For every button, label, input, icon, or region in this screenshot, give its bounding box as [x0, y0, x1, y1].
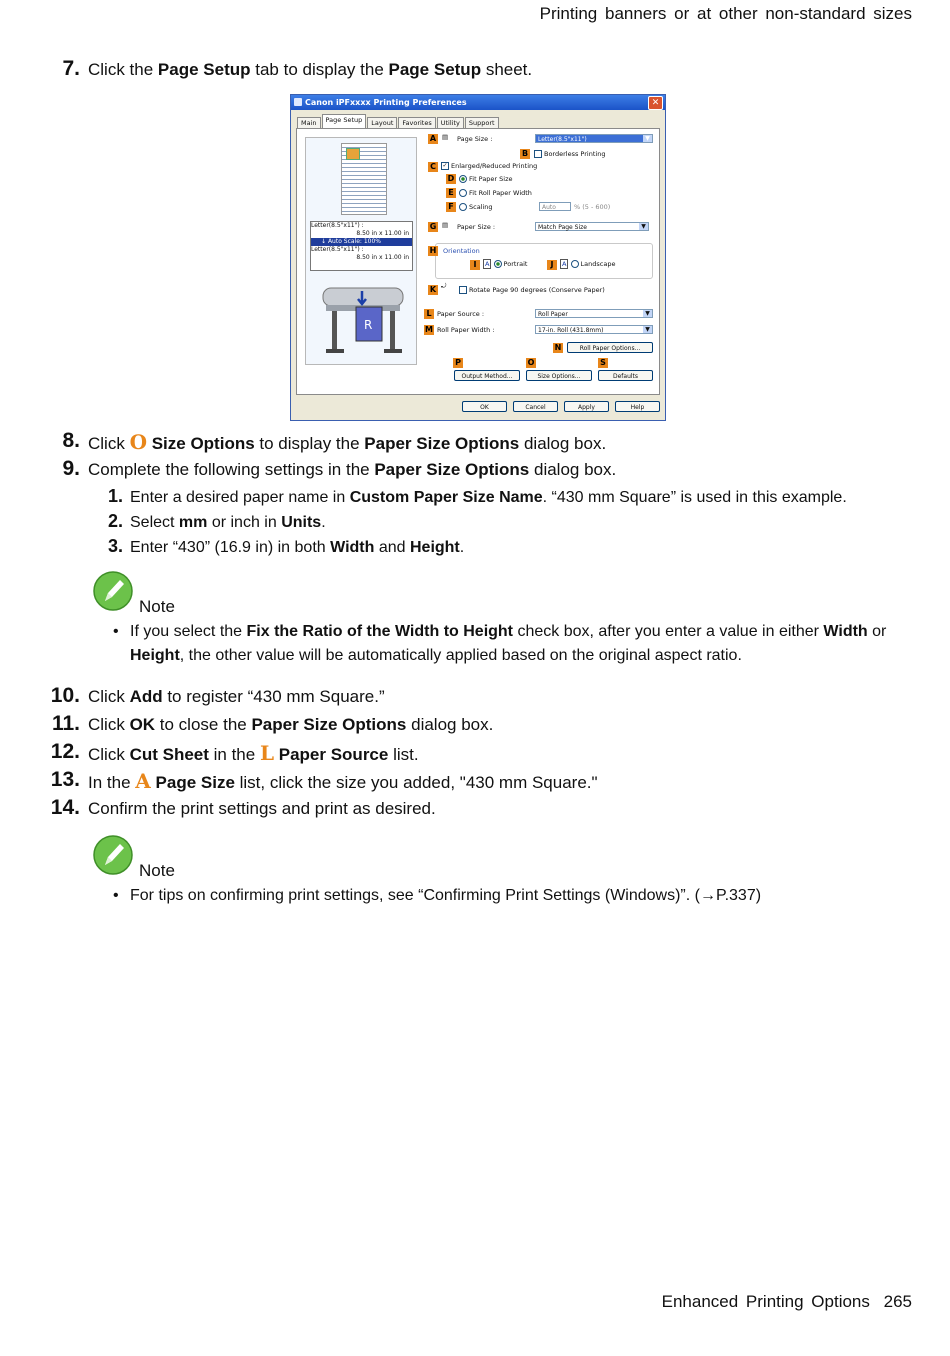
page-size-select[interactable]: Letter(8.5"x11") ▼	[535, 134, 653, 143]
note-2-text: • For tips on confirming print settings, see “Confirming Print Settings (Windows)”. (→P.337)	[113, 887, 762, 904]
roll-width-label: Roll Paper Width :	[437, 326, 495, 334]
label-F: F	[446, 202, 456, 212]
note-label: Note	[139, 861, 175, 880]
page-size-label: Page Size :	[457, 135, 493, 143]
label-L: L	[424, 309, 434, 319]
borderless-checkbox[interactable]: Borderless Printing	[534, 150, 605, 158]
tab-favorites[interactable]: Favorites	[398, 117, 435, 128]
dialog-title-bar	[291, 95, 665, 110]
image-icon	[346, 148, 360, 160]
rotate-checkbox[interactable]: Rotate Page 90 degrees (Conserve Paper)	[459, 286, 605, 294]
dialog-tabs	[297, 117, 500, 128]
printer-illustration	[318, 283, 408, 358]
tab-utility[interactable]: Utility	[437, 117, 464, 128]
label-M: M	[425, 325, 433, 334]
paper-source-select[interactable]: Roll Paper ▼	[535, 309, 653, 318]
paper-source-label: Paper Source :	[437, 310, 485, 318]
page-setup-pane	[296, 128, 660, 395]
step-number: 8.	[62, 429, 80, 452]
orientation-label: Orientation	[443, 247, 480, 255]
fit-paper-radio[interactable]: Fit Paper Size	[459, 175, 513, 183]
scaling-range: % (5 - 600)	[574, 203, 611, 211]
tab-support[interactable]: Support	[465, 117, 499, 128]
label-H: H	[429, 246, 437, 255]
chevron-down-icon: ▼	[643, 135, 652, 142]
roll-width-select[interactable]: 17-in. Roll (431.8mm) ▼	[535, 325, 653, 334]
close-icon[interactable]: ✕	[648, 96, 663, 110]
step-number: 9.	[62, 457, 80, 480]
label-S: S	[598, 358, 608, 368]
substep-1: 1. Enter a desired paper name in Custom Paper Size Name. “430 mm Square” is used in this example.	[108, 486, 847, 506]
size-options-button[interactable]: Size Options...	[526, 370, 592, 381]
label-N: N	[554, 343, 562, 352]
help-button[interactable]: Help	[615, 401, 660, 412]
substep-3: 3. Enter “430” (16.9 in) in both Width and Height.	[108, 536, 465, 556]
label-C: C	[428, 162, 438, 172]
printing-preferences-dialog	[290, 94, 666, 421]
label-A: A	[429, 134, 437, 143]
footer-title: Enhanced Printing Options	[661, 1292, 870, 1311]
page-number: 265	[883, 1292, 912, 1311]
svg-text:R: R	[364, 318, 373, 332]
running-footer	[662, 1292, 912, 1312]
paper-size-label: Paper Size :	[457, 223, 496, 231]
tab-page-setup[interactable]: Page Setup	[322, 114, 367, 128]
preview-panel	[305, 137, 417, 365]
label-B: B	[521, 149, 529, 158]
paper-size-select[interactable]: Match Page Size ▼	[535, 222, 649, 231]
roll-paper-options-button[interactable]: Roll Paper Options...	[567, 342, 653, 353]
tab-layout[interactable]: Layout	[367, 117, 397, 128]
chevron-down-icon: ▼	[643, 326, 652, 333]
fit-roll-radio[interactable]: Fit Roll Paper Width	[459, 189, 532, 197]
chevron-down-icon: ▼	[643, 310, 652, 317]
letter-A-marker: A	[135, 769, 151, 793]
dialog-title: Canon iPFxxxx Printing Preferences	[305, 98, 467, 107]
label-I: I	[470, 260, 480, 270]
label-K: K	[429, 285, 437, 294]
portrait-radio[interactable]: A Portrait	[485, 260, 528, 268]
note-label: Note	[139, 597, 175, 616]
note-pencil-icon	[93, 571, 133, 611]
letter-L-marker: L	[259, 741, 275, 765]
tab-main[interactable]: Main	[297, 117, 321, 128]
label-D: D	[447, 174, 455, 183]
paper-size-icon: ▤	[442, 221, 449, 229]
label-G: G	[429, 222, 437, 231]
apply-button[interactable]: Apply	[564, 401, 609, 412]
scaling-radio[interactable]: Scaling	[459, 203, 493, 211]
cancel-button[interactable]: Cancel	[513, 401, 558, 412]
note-pencil-icon	[93, 835, 133, 875]
step-number: 7.	[62, 57, 80, 80]
output-method-button[interactable]: Output Method...	[454, 370, 520, 381]
running-header: Printing banners or at other non-standard sizes	[539, 4, 912, 23]
scaling-input[interactable]: Auto	[539, 202, 571, 211]
printer-icon	[294, 98, 302, 106]
document-preview	[341, 143, 387, 215]
letter-O-marker: O	[129, 430, 147, 454]
enlarged-checkbox[interactable]: ✓ Enlarged/Reduced Printing	[442, 162, 538, 170]
chevron-down-icon: ▼	[639, 223, 648, 230]
ok-button[interactable]: OK	[462, 401, 507, 412]
label-J: J	[547, 260, 557, 270]
size-info-box: Letter(8.5"x11") : 8.50 in x 11.00 in ↓ Auto Scale: 100% Letter(8.5"x11") : 8.50 in x 11.00 in	[310, 221, 413, 271]
label-O: O	[527, 358, 535, 367]
auto-scale-row: ↓ Auto Scale: 100%	[311, 238, 412, 246]
defaults-button[interactable]: Defaults	[598, 370, 653, 381]
label-E: E	[446, 188, 456, 198]
rotate-icon: ⤾	[441, 282, 447, 290]
label-P: P	[453, 358, 463, 368]
substep-2: 2. Select mm or inch in Units.	[108, 511, 326, 531]
note-1-text: • If you select the Fix the Ratio of the Width to Height check box, after you enter a value in either Width or Height, the other value will be automatically applied based on the original aspect ratio.	[113, 623, 887, 664]
landscape-radio[interactable]: A Landscape	[562, 260, 616, 268]
page-size-icon: ▤	[442, 133, 449, 141]
